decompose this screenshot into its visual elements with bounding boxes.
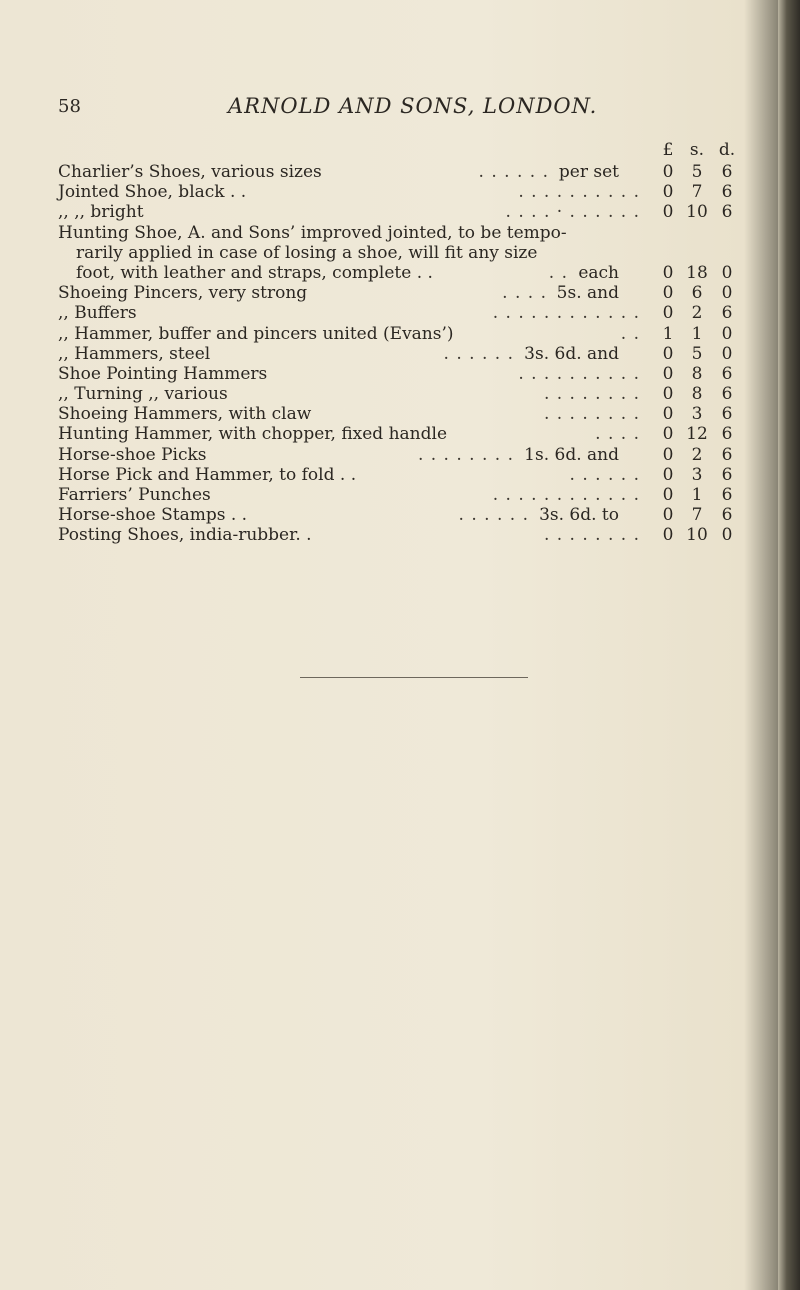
price-shillings: 18 [686,262,708,283]
price-pence: 6 [721,162,733,182]
page-number: 58 [58,96,81,117]
price-shillings: 5 [691,162,703,182]
currency-column-headers [0,140,800,162]
price-shillings: 3 [691,464,703,485]
table-row [0,505,800,525]
price-pence: 0 [721,283,733,304]
table-row [0,525,800,545]
pounds-header: £ [662,140,674,160]
price-pence: 6 [721,384,733,405]
table-row [0,202,800,222]
item-description: Shoeing Hammers, with claw [58,404,312,425]
price-pounds: 0 [662,464,674,485]
item-description: Jointed Shoe, black . . [58,182,247,203]
table-row [0,223,800,243]
table-row [0,344,800,364]
table-row [0,404,800,424]
item-description: Charlier’s Shoes, various sizes [58,162,322,182]
price-pounds: 0 [662,505,674,526]
page-header [58,96,718,126]
price-pounds: 0 [662,384,674,405]
price-pence: 0 [721,323,733,344]
dot-leader: . . . . [502,283,547,304]
table-row [0,445,800,465]
item-description: ,, Buffers [58,303,137,324]
dot-leader: . . . . · . . . . . . [505,202,640,223]
price-pounds: 0 [662,485,674,505]
dot-leader: . . . . . . . . [543,404,640,425]
item-description: ,, Turning ,, various [58,384,228,405]
table-row [0,303,800,323]
price-pounds: 0 [662,525,674,546]
price-pounds: 0 [662,343,674,364]
table-row [0,263,800,283]
table-row [0,465,800,485]
price-pence: 0 [721,262,733,283]
price-shillings: 2 [691,444,703,465]
price-unit: per set [558,162,619,182]
price-shillings: 3 [691,404,703,425]
price-pounds: 0 [662,262,674,283]
price-pence: 6 [721,303,733,324]
price-pounds: 0 [662,424,674,445]
item-description: Horse-shoe Picks [58,444,207,465]
dot-leader: . . . . . . . . [543,525,640,546]
price-pence: 6 [721,444,733,465]
dot-leader: . . . . . . [569,464,640,485]
dot-leader: . . . . . . [478,162,549,182]
running-title: ARNOLD AND SONS, LONDON. [228,94,598,118]
section-divider-rule [300,677,528,678]
price-pounds: 0 [662,303,674,324]
price-pence: 6 [721,464,733,485]
table-row [0,364,800,384]
price-pounds: 0 [662,202,674,223]
price-unit: 3s. 6d. and [524,343,619,364]
table-row [0,485,800,505]
dot-leader: . . . . . . . . . . . . [492,485,640,505]
dot-leader: . . . . . . . . . . [518,363,640,384]
price-shillings: 8 [691,363,703,384]
shillings-header: s. [689,140,705,160]
dot-leader: . . . . . . . . [417,444,514,465]
price-shillings: 5 [691,343,703,364]
item-description: ,, Hammer, buffer and pincers united (Evans’) [58,323,454,344]
price-pence: 0 [721,343,733,364]
price-shillings: 7 [691,182,703,203]
price-shillings: 1 [691,323,703,344]
item-description: Horse-shoe Stamps . . [58,505,248,526]
price-pence: 6 [721,424,733,445]
price-pence: 6 [721,485,733,505]
price-pence: 0 [721,525,733,546]
price-pence: 6 [721,404,733,425]
price-shillings: 1 [691,485,703,505]
dot-leader: . . . . . . [443,343,514,364]
item-description: Farriers’ Punches [58,485,211,505]
price-pounds: 0 [662,444,674,465]
price-list [0,162,800,546]
price-pounds: 0 [662,363,674,384]
item-description: Hunting Hammer, with chopper, fixed handle [58,424,448,445]
price-pence: 6 [721,363,733,384]
table-row [0,384,800,404]
dot-leader: . . [620,323,640,344]
price-unit: 1s. 6d. and [524,444,619,465]
price-unit: 3s. 6d. to [539,505,619,526]
price-unit: 5s. and [556,283,619,304]
dot-leader: . . . . [595,424,640,445]
price-pounds: 0 [662,162,674,182]
item-description: Horse Pick and Hammer, to fold . . [58,464,357,485]
price-pounds: 0 [662,182,674,203]
price-shillings: 7 [691,505,703,526]
price-pence: 6 [721,182,733,203]
table-row [0,162,800,182]
table-row [0,243,800,263]
item-description: Shoeing Pincers, very strong [58,283,308,304]
item-description: ,, ,, bright [58,202,144,223]
item-description: foot, with leather and straps, complete . . [76,262,433,283]
dot-leader: . . . . . . . . . . [518,182,640,203]
table-row [0,283,800,303]
dot-leader: . . . . . . . . [543,384,640,405]
dot-leader: . . [548,262,568,283]
dot-leader: . . . . . . [458,505,529,526]
price-pounds: 1 [662,323,674,344]
price-shillings: 10 [686,202,708,223]
price-pence: 6 [721,505,733,526]
item-description: Hunting Shoe, A. and Sons’ improved jointed, to be tempo- [58,222,567,243]
item-description: ,, Hammers, steel [58,343,211,364]
table-row [0,424,800,444]
item-description: rarily applied in case of losing a shoe, will fit any size [76,242,538,263]
price-unit: each [578,262,619,283]
price-pounds: 0 [662,283,674,304]
price-pence: 6 [721,202,733,223]
price-shillings: 6 [691,283,703,304]
price-pounds: 0 [662,404,674,425]
price-shillings: 12 [686,424,708,445]
item-description: Shoe Pointing Hammers [58,363,268,384]
dot-leader: . . . . . . . . . . . . [492,303,640,324]
price-shillings: 2 [691,303,703,324]
table-row [0,324,800,344]
table-row [0,182,800,202]
item-description: Posting Shoes, india-rubber. . [58,525,312,546]
price-shillings: 8 [691,384,703,405]
price-shillings: 10 [686,525,708,546]
pence-header: d. [718,140,736,160]
